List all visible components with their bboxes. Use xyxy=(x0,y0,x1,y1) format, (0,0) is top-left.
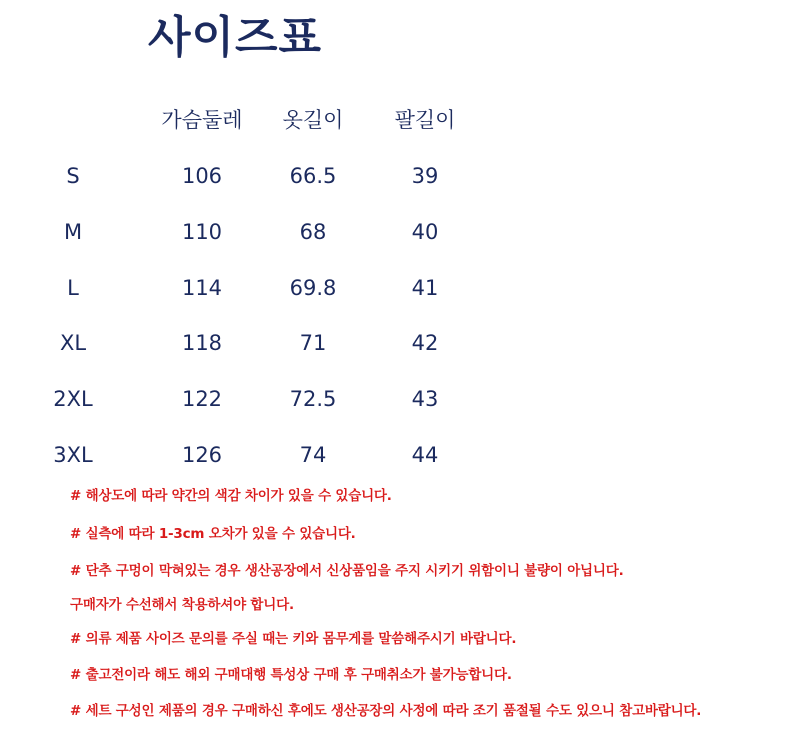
size-label: S xyxy=(66,164,80,188)
chest-value: 106 xyxy=(181,164,223,188)
note-item: 구매자가 수선해서 착용하셔야 합니다. xyxy=(70,597,294,613)
sleeve-value: 43 xyxy=(411,387,439,411)
size-label: 2XL xyxy=(53,387,93,411)
page-title: 사이즈표 xyxy=(148,12,323,63)
length-value: 69.8 xyxy=(289,276,337,300)
chest-value: 126 xyxy=(181,443,223,467)
chest-value: 118 xyxy=(181,331,223,355)
sleeve-value: 44 xyxy=(411,443,439,467)
chest-value: 114 xyxy=(181,276,223,300)
note-item: # 출고전이라 해도 해외 구매대행 특성상 구매 후 구매취소가 불가능합니다. xyxy=(70,667,512,683)
note-item: # 실측에 따라 1-3cm 오차가 있을 수 있습니다. xyxy=(70,526,356,542)
note-item: # 세트 구성인 제품의 경우 구매하신 후에도 생산공장의 사정에 따라 조기 품절될 수도 있으니 참고바랍니다. xyxy=(70,703,702,719)
sleeve-value: 39 xyxy=(411,164,439,188)
header-chest: 가슴둘레 xyxy=(161,108,243,132)
chest-value: 122 xyxy=(181,387,223,411)
length-value: 72.5 xyxy=(289,387,337,411)
size-label: 3XL xyxy=(53,443,93,467)
length-value: 71 xyxy=(299,331,327,355)
note-item: # 단추 구멍이 막혀있는 경우 생산공장에서 신상품임을 주지 시키기 위함이니 불량이 아닙니다. xyxy=(70,563,624,579)
length-value: 66.5 xyxy=(289,164,337,188)
size-label: L xyxy=(67,276,79,300)
note-item: # 의류 제품 사이즈 문의를 주실 때는 키와 몸무게를 말씀해주시기 바랍니다. xyxy=(70,631,517,647)
sleeve-value: 42 xyxy=(411,331,439,355)
chest-value: 110 xyxy=(181,220,223,244)
header-sleeve: 팔길이 xyxy=(394,108,456,132)
sleeve-value: 40 xyxy=(411,220,439,244)
header-length: 옷길이 xyxy=(282,108,344,132)
note-item: # 해상도에 따라 약간의 색감 차이가 있을 수 있습니다. xyxy=(70,488,392,504)
length-value: 68 xyxy=(299,220,327,244)
length-value: 74 xyxy=(299,443,327,467)
size-label: XL xyxy=(59,331,87,355)
size-label: M xyxy=(63,220,83,244)
sleeve-value: 41 xyxy=(411,276,439,300)
